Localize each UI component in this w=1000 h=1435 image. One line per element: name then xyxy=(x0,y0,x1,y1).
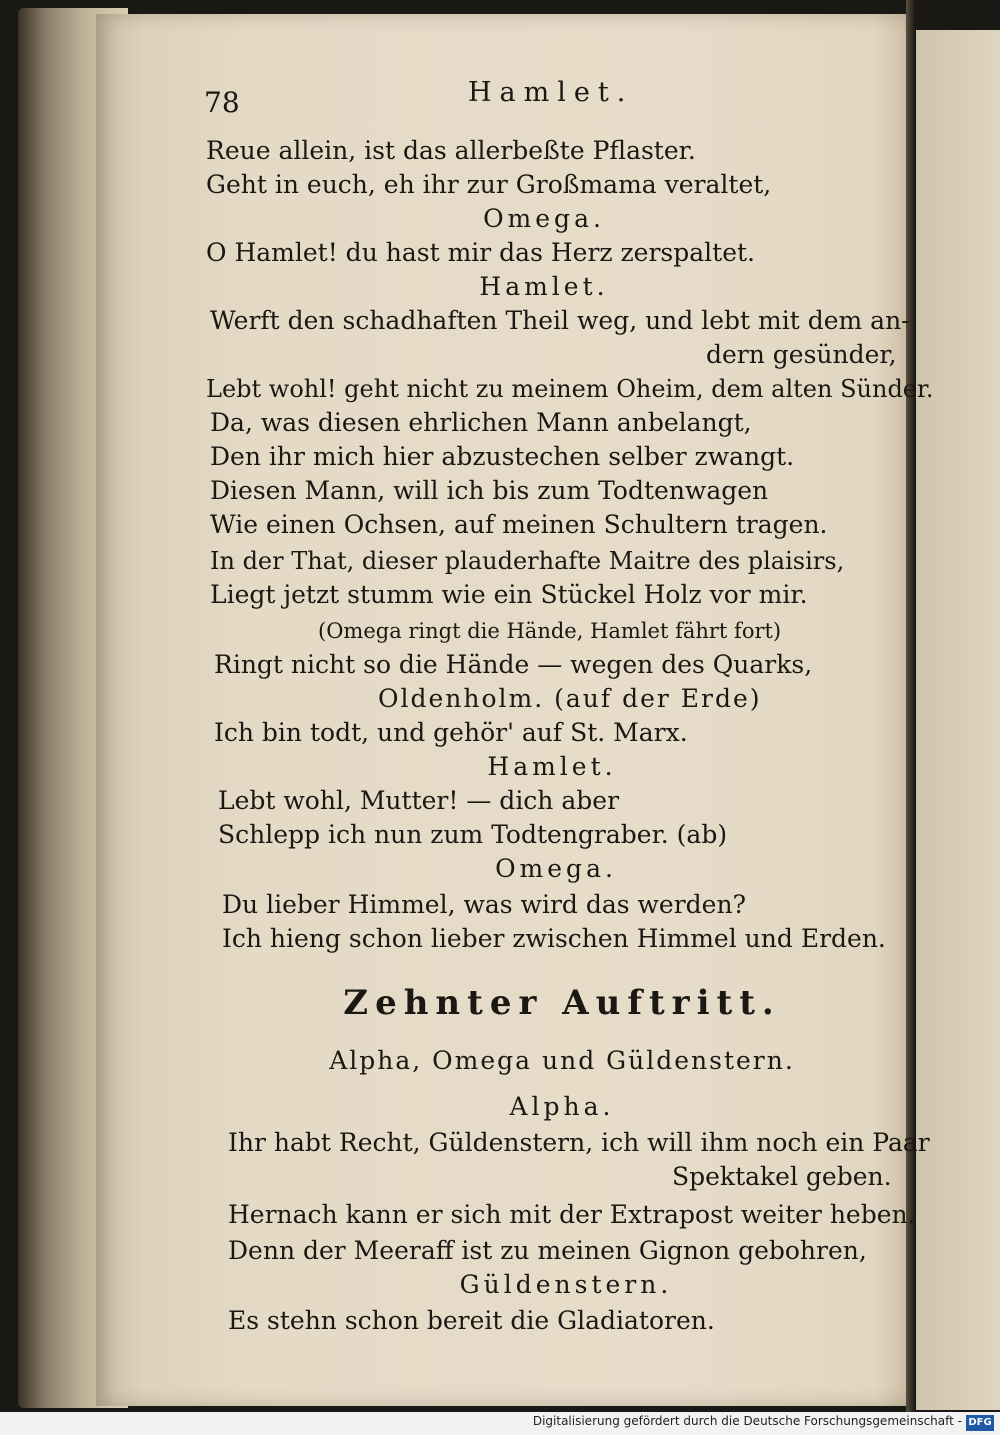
text-line: Du lieber Himmel, was wird das werden? xyxy=(222,890,746,919)
speaker-name: Oldenholm. (auf der Erde) xyxy=(378,684,762,713)
speaker-name: Hamlet. xyxy=(479,272,609,301)
speaker-name: Alpha. xyxy=(509,1092,615,1121)
footer-bar xyxy=(0,1412,1000,1435)
text-line: Ich bin todt, und gehör' auf St. Marx. xyxy=(214,718,688,747)
text-line-continuation: Spektakel geben. xyxy=(672,1162,892,1191)
page-number: 78 xyxy=(204,86,240,119)
text-line: Den ihr mich hier abzustechen selber zwangt. xyxy=(210,442,795,471)
speaker-name: Hamlet. xyxy=(487,752,617,781)
text-line: Lebt wohl, Mutter! — dich aber xyxy=(218,786,620,815)
text-line: Es stehn schon bereit die Gladiatoren. xyxy=(228,1306,715,1335)
text-line: Liegt jetzt stumm wie ein Stückel Holz vor mir. xyxy=(210,580,808,609)
speaker-name: Omega. xyxy=(495,854,617,883)
dfg-logo: DFG xyxy=(966,1415,994,1431)
text-line: Geht in euch, eh ihr zur Großmama veraltet, xyxy=(206,170,772,199)
scene-title: Zehnter Auftritt. xyxy=(343,983,781,1023)
text-line: Ihr habt Recht, Güldenstern, ich will ihm noch ein Paar xyxy=(228,1128,930,1157)
text-line: Wie einen Ochsen, auf meinen Schultern tragen. xyxy=(210,510,828,539)
text-line: Ringt nicht so die Hände — wegen des Quarks, xyxy=(214,650,813,679)
adjacent-page-edge xyxy=(916,30,1000,1410)
text-line: Diesen Mann, will ich bis zum Todtenwagen xyxy=(210,476,769,505)
text-line: Reue allein, ist das allerbeßte Pflaster. xyxy=(206,136,696,165)
running-title: Hamlet. xyxy=(468,77,634,108)
text-line: Ich hieng schon lieber zwischen Himmel und Erden. xyxy=(222,924,886,953)
text-line: In der That, dieser plauderhafte Maitre des plaisirs, xyxy=(210,547,845,575)
text-line-continuation: dern gesünder, xyxy=(706,340,897,369)
speaker-name: Güldenstern. xyxy=(459,1270,673,1299)
text-line: Schlepp ich nun zum Todtengraber. (ab) xyxy=(218,820,728,849)
text-line: Hernach kann er sich mit der Extrapost weiter heben. xyxy=(228,1200,916,1229)
stage-direction: (Omega ringt die Hände, Hamlet fährt fort) xyxy=(318,619,782,643)
text-line: Lebt wohl! geht nicht zu meinem Oheim, dem alten Sünder. xyxy=(206,375,934,403)
scene-persons: Alpha, Omega und Güldenstern. xyxy=(329,1046,795,1075)
text-line: O Hamlet! du hast mir das Herz zerspaltet. xyxy=(206,238,755,267)
digitization-credit: Digitalisierung gefördert durch die Deutsche Forschungsgemeinschaft - xyxy=(532,1414,962,1428)
speaker-name: Omega. xyxy=(483,204,605,233)
text-line: Da, was diesen ehrlichen Mann anbelangt, xyxy=(210,408,752,437)
text-line: Denn der Meeraff ist zu meinen Gignon gebohren, xyxy=(228,1236,867,1265)
text-line: Werft den schadhaften Theil weg, und lebt mit dem an- xyxy=(210,306,910,335)
